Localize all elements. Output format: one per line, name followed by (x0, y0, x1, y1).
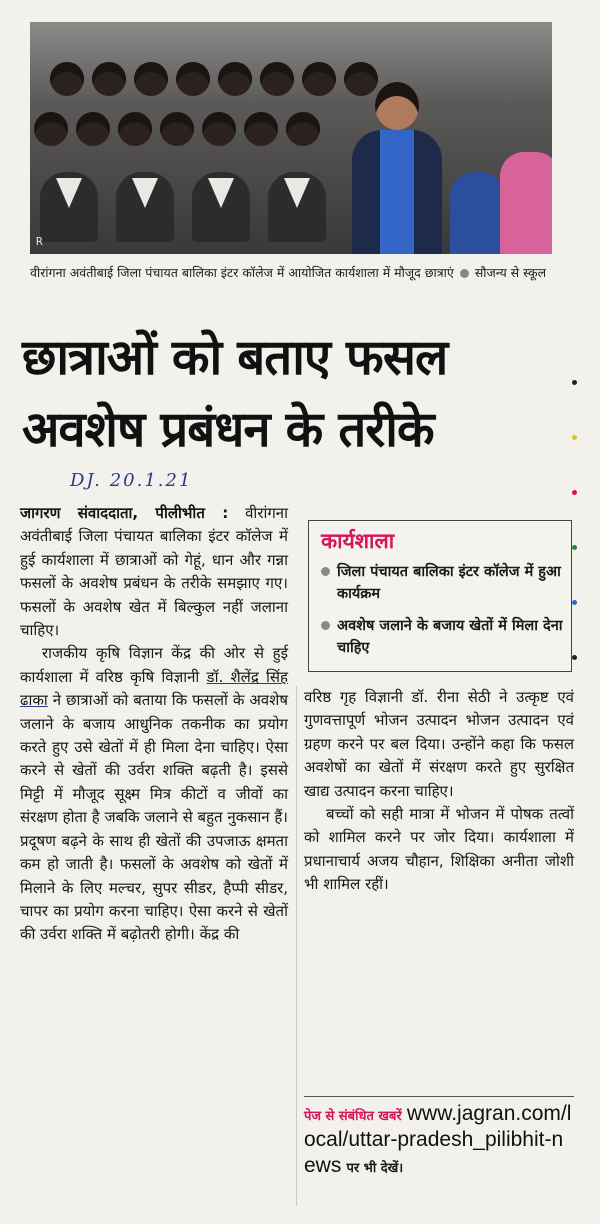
teacher-figure (352, 82, 442, 254)
para-2-start: राजकीय कृषि विज्ञान केंद्र की ओर से हुई कार्यशाला में वरिष्ठ कृषि विज्ञानी (20, 644, 288, 686)
headline-line-2: अवशेष प्रबंधन के तरीके (22, 401, 434, 458)
box-item-2-text: अवशेष जलाने के बजाय खेतों में मिला देना चाहिए (337, 618, 563, 656)
photo-watermark: R (36, 235, 43, 248)
related-lead: पेज से संबंधित खबरें (304, 1109, 402, 1124)
box-item-1-text: जिला पंचायत बालिका इंटर कॉलेज में हुआ कार्यक्रम (337, 564, 561, 602)
article-para-2 (20, 642, 288, 946)
registration-dot (572, 435, 577, 440)
student-blue-uniform (450, 172, 504, 254)
workshop-highlight-box (308, 520, 572, 672)
article-para-4: बच्चों को सही मात्रा में भोजन में पोषक तत्वों को शामिल करने पर जोर दिया। कार्यशाला में प्रधानाचार्य अजय चौहान, शिक्षिका अनीता जोशी भी शामिल रहीं। (304, 805, 574, 894)
registration-dot (572, 600, 577, 605)
article-para-1 (20, 502, 288, 642)
scientist-name: डॉ. शैलेंद्र सिंह ढाका (20, 667, 288, 710)
related-url[interactable]: www.jagran.com/local/uttar-pradesh_pilibhit-news (304, 1102, 572, 1177)
handwritten-date-note: DJ. 20.1.21 (70, 470, 193, 491)
registration-dot (572, 655, 577, 660)
article-photo (30, 22, 552, 254)
related-tail: पर भी देखें। (346, 1161, 404, 1176)
para-2-rest: ने छात्राओं को बताया कि फसलों के अवशेष जलाने के बजाय आधुनिक तकनीक का प्रयोग करते हुए उसे खेतों में ही मिला देना चाहिए। ऐसा करने से खेतों की उर्वरा शक्ति बढ़ती है। इससे मिट्टी में मौजूद सूक्ष्म मित्र कीटों व जीवों का संरक्षण होता है जबकि जलाने से बहुत नुकसान हैं। प्रदूषण बढ़ने के साथ ही खेतों की उपजाऊ क्षमता कम हो जाती है। फसलों के अवशेष को खेतों में मिलाने के लिए मल्चर, सुपर सीडर, हैप्पी सीडर, चापर का प्रयोग करना चाहिए। ऐसा करने से खेतों की उर्वरा शक्ति में बढ़ोतरी होगी। केंद्र की (20, 691, 288, 944)
middle-row-students (34, 112, 552, 146)
para-1-text: वीरांगना अवंतीबाई जिला पंचायत बालिका इंटर कॉलेज में हुई कार्यशाला में छात्राओं को गेहूं, धान और गन्ना फसलों के अवशेष प्रबंधन के तरीके समझाए गए। फसलों के अवशेष खेत में बिल्कुल नहीं जलाना चाहिए। (20, 504, 288, 640)
caption-text: वीरांगना अवंतीबाई जिला पंचायत बालिका इंटर कॉलेज में आयोजित कार्यशाला में मौजूद छात्राएं (30, 265, 454, 280)
student-pink-jacket (500, 152, 552, 254)
caption-credit: सौजन्य से स्कूल (474, 265, 547, 280)
box-item-2 (321, 615, 577, 659)
bullet-icon (321, 567, 330, 576)
box-item-1 (321, 561, 577, 605)
article-column-right (304, 686, 574, 897)
registration-dot (572, 380, 577, 385)
article-column-left (20, 502, 288, 947)
registration-dots (572, 380, 578, 620)
column-divider (296, 686, 297, 1206)
dateline: जागरण संवाददाता, पीलीभीत : (20, 504, 229, 522)
article-para-3: वरिष्ठ गृह विज्ञानी डॉ. रीना सेठी ने उत्कृष्ट एवं गुणवत्तापूर्ण भोजन उत्पादन भोजन उत्पादन एवं ग्रहण करने पर बल दिया। उन्होंने कहा कि फसल अवशेषों का खेतों में संरक्षण करते हुए सुरक्षित खाद्य उत्पादन करना चाहिए। (304, 688, 574, 800)
related-news-link[interactable] (304, 1096, 574, 1179)
headline (22, 322, 562, 466)
box-title: कार्यशाला (321, 529, 395, 553)
photo-caption (30, 262, 560, 284)
caption-bullet (460, 269, 469, 278)
back-row-students (50, 62, 552, 96)
registration-dot (572, 490, 577, 495)
headline-line-1: छात्राओं को बताए फसल (22, 329, 448, 386)
bullet-icon (321, 621, 330, 630)
registration-dot (572, 545, 577, 550)
